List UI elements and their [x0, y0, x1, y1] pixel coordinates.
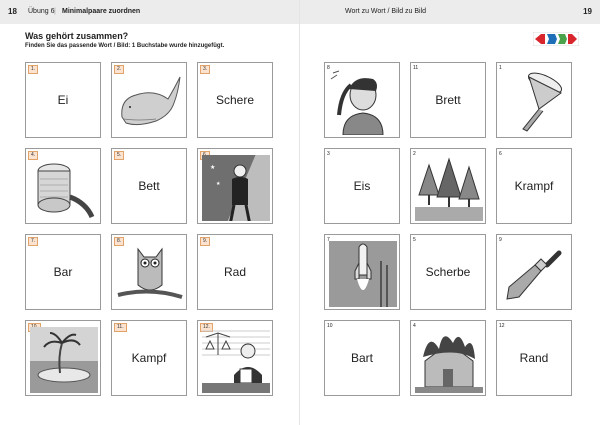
svg-text:★: ★: [216, 181, 221, 187]
card-word: Ei: [57, 93, 69, 107]
header-title: Wort zu Wort / Bild zu Bild: [345, 8, 427, 15]
card-number: 1.: [28, 65, 38, 74]
card-number: 7.: [28, 237, 38, 246]
card-image-man-scratching-head[interactable]: [324, 62, 400, 138]
forest-icon: [415, 155, 483, 221]
card-word: Kampf: [131, 351, 167, 365]
judge-icon: [202, 327, 270, 393]
section-title: Minimalpaare zuordnen: [62, 8, 141, 15]
card-word: Krampf: [514, 179, 554, 193]
card-number: 2: [413, 151, 416, 157]
card-word: Bar: [53, 265, 73, 279]
funnel-icon: [501, 69, 569, 135]
card-image-measuring-tape[interactable]: [25, 148, 101, 224]
measuring-tape-icon: [30, 155, 98, 221]
exercise-label: Übung 6: [28, 8, 55, 15]
card-number: 12.: [200, 323, 213, 332]
svg-text:★: ★: [210, 165, 216, 171]
card-word-schere[interactable]: [197, 62, 273, 138]
header-separator: |: [54, 8, 56, 15]
card-number: 12: [499, 323, 505, 329]
instruction-text: Finden Sie das passende Wort / Bild: 1 Buchstabe wurde hinzugefügt.: [25, 43, 225, 49]
card-image-palm-island[interactable]: [25, 320, 101, 396]
card-number: 6: [499, 151, 502, 157]
card-word: Rand: [519, 351, 549, 365]
card-number: 8: [327, 65, 330, 71]
card-word-kampf[interactable]: [111, 320, 187, 396]
card-number: 1: [499, 65, 502, 71]
card-number: 9.: [200, 237, 210, 246]
card-word-scherbe[interactable]: [410, 234, 486, 310]
card-number: 3.: [200, 65, 210, 74]
publisher-logo: [533, 32, 579, 46]
card-word-krampf[interactable]: [496, 148, 572, 224]
card-number: 4: [413, 323, 416, 329]
page-heading: Was gehört zusammen?: [25, 31, 129, 41]
card-number: 11.: [114, 323, 127, 332]
card-word-bart[interactable]: [324, 320, 400, 396]
card-number: 4.: [28, 151, 38, 160]
card-number: 2.: [114, 65, 124, 74]
card-image-singer[interactable]: [197, 148, 273, 224]
card-word-ei[interactable]: [25, 62, 101, 138]
singer-icon: [202, 155, 270, 221]
card-word-bett[interactable]: [111, 148, 187, 224]
card-image-paintbrush[interactable]: [496, 234, 572, 310]
card-image-funnel[interactable]: [496, 62, 572, 138]
page-number: 19: [583, 7, 592, 16]
card-word: Bett: [138, 179, 160, 193]
card-number: 9: [499, 237, 502, 243]
card-image-space-shuttle[interactable]: [324, 234, 400, 310]
owl-icon: [116, 241, 184, 307]
right-page-header: [300, 0, 600, 24]
card-number: 3: [327, 151, 330, 157]
card-word: Brett: [435, 93, 461, 107]
card-word: Rad: [223, 265, 246, 279]
left-page-header: [0, 0, 300, 24]
card-number: 8.: [114, 237, 124, 246]
card-number: 11: [413, 65, 419, 71]
card-word-brett[interactable]: [410, 62, 486, 138]
card-image-owl[interactable]: [111, 234, 187, 310]
card-word: Schere: [215, 93, 255, 107]
card-word-rad[interactable]: [197, 234, 273, 310]
palm-island-icon: [30, 327, 98, 393]
card-image-whale[interactable]: [111, 62, 187, 138]
card-word: Eis: [353, 179, 371, 193]
space-shuttle-icon: [329, 241, 397, 307]
page-number: 18: [8, 7, 17, 16]
card-number: 10: [327, 323, 333, 329]
right-page: [300, 0, 600, 425]
man-scratching-head-icon: [329, 69, 397, 135]
card-number: 7: [327, 237, 330, 243]
card-image-forest[interactable]: [410, 148, 486, 224]
card-image-judge[interactable]: [197, 320, 273, 396]
card-word-bar[interactable]: [25, 234, 101, 310]
whale-icon: [116, 69, 184, 135]
card-word: Scherbe: [425, 265, 471, 279]
card-number: 5: [413, 237, 416, 243]
card-word: Bart: [350, 351, 373, 365]
card-word-rand[interactable]: [496, 320, 572, 396]
burning-house-icon: [415, 327, 483, 393]
card-number: 5.: [114, 151, 124, 160]
card-image-burning-house[interactable]: [410, 320, 486, 396]
card-word-eis[interactable]: [324, 148, 400, 224]
paintbrush-icon: [501, 241, 569, 307]
